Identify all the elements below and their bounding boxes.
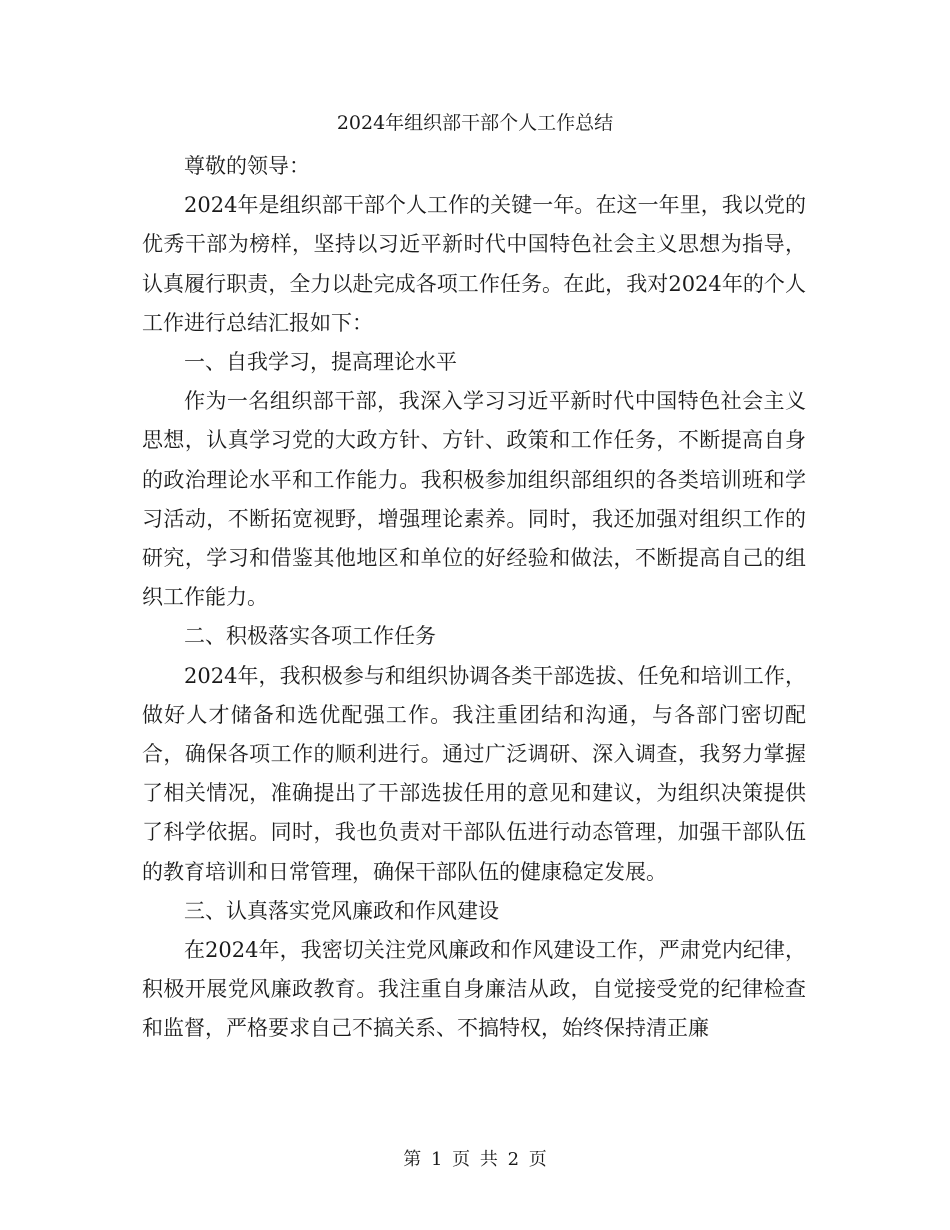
document-title: 2024年组织部干部个人工作总结: [336, 112, 614, 134]
section-heading-2: 二、积极落实各项工作任务: [184, 624, 436, 649]
section-paragraph-1: 作为一名组织部干部，我深入学习习近平新时代中国特色社会主义思想，认真学习党的大政方针、方针、政策和工作任务，不断提高自身的政治理论水平和工作能力。我积极参加组织部组织的各类培训班和学习活动，不断拓宽视野，增强理论素养。同时，我还加强对组织工作的研究，学习和借鉴其他地区和单位的好经验和做法，不断提高自己的组织工作能力。: [142, 389, 806, 610]
section-heading-3: 三、认真落实党风廉政和作风建设: [184, 898, 499, 923]
intro-paragraph: 2024年是组织部干部个人工作的关键一年。在这一年里，我以党的优秀干部为榜样，坚持以习近平新时代中国特色社会主义思想为指导，认真履行职责，全力以赴完成各项工作任务。在此，我对2024年的个人工作进行总结汇报如下：: [142, 193, 806, 335]
salutation: 尊敬的领导：: [184, 154, 310, 178]
document-body: [142, 147, 806, 1049]
section-paragraph-3: 在2024年，我密切关注党风廉政和作风建设工作，严肃党内纪律，积极开展党风廉政教育。我注重自身廉洁从政，自觉接受党的纪律检查和监督，严格要求自己不搞关系、不搞特权，始终保持清正廉: [142, 938, 806, 1041]
section-paragraph-2: 2024年，我积极参与和组织协调各类干部选拔、任免和培训工作，做好人才储备和选优配强工作。我注重团结和沟通，与各部门密切配合，确保各项工作的顺利进行。通过广泛调研、深入调查，我努力掌握了相关情况，准确提出了干部选拔任用的意见和建议，为组织决策提供了科学依据。同时，我也负责对干部队伍进行动态管理，加强干部队伍的教育培训和日常管理，确保干部队伍的健康稳定发展。: [142, 663, 806, 884]
section-heading-1: 一、自我学习，提高理论水平: [184, 350, 457, 375]
page-footer: 第 1 页 共 2 页: [403, 1149, 547, 1170]
